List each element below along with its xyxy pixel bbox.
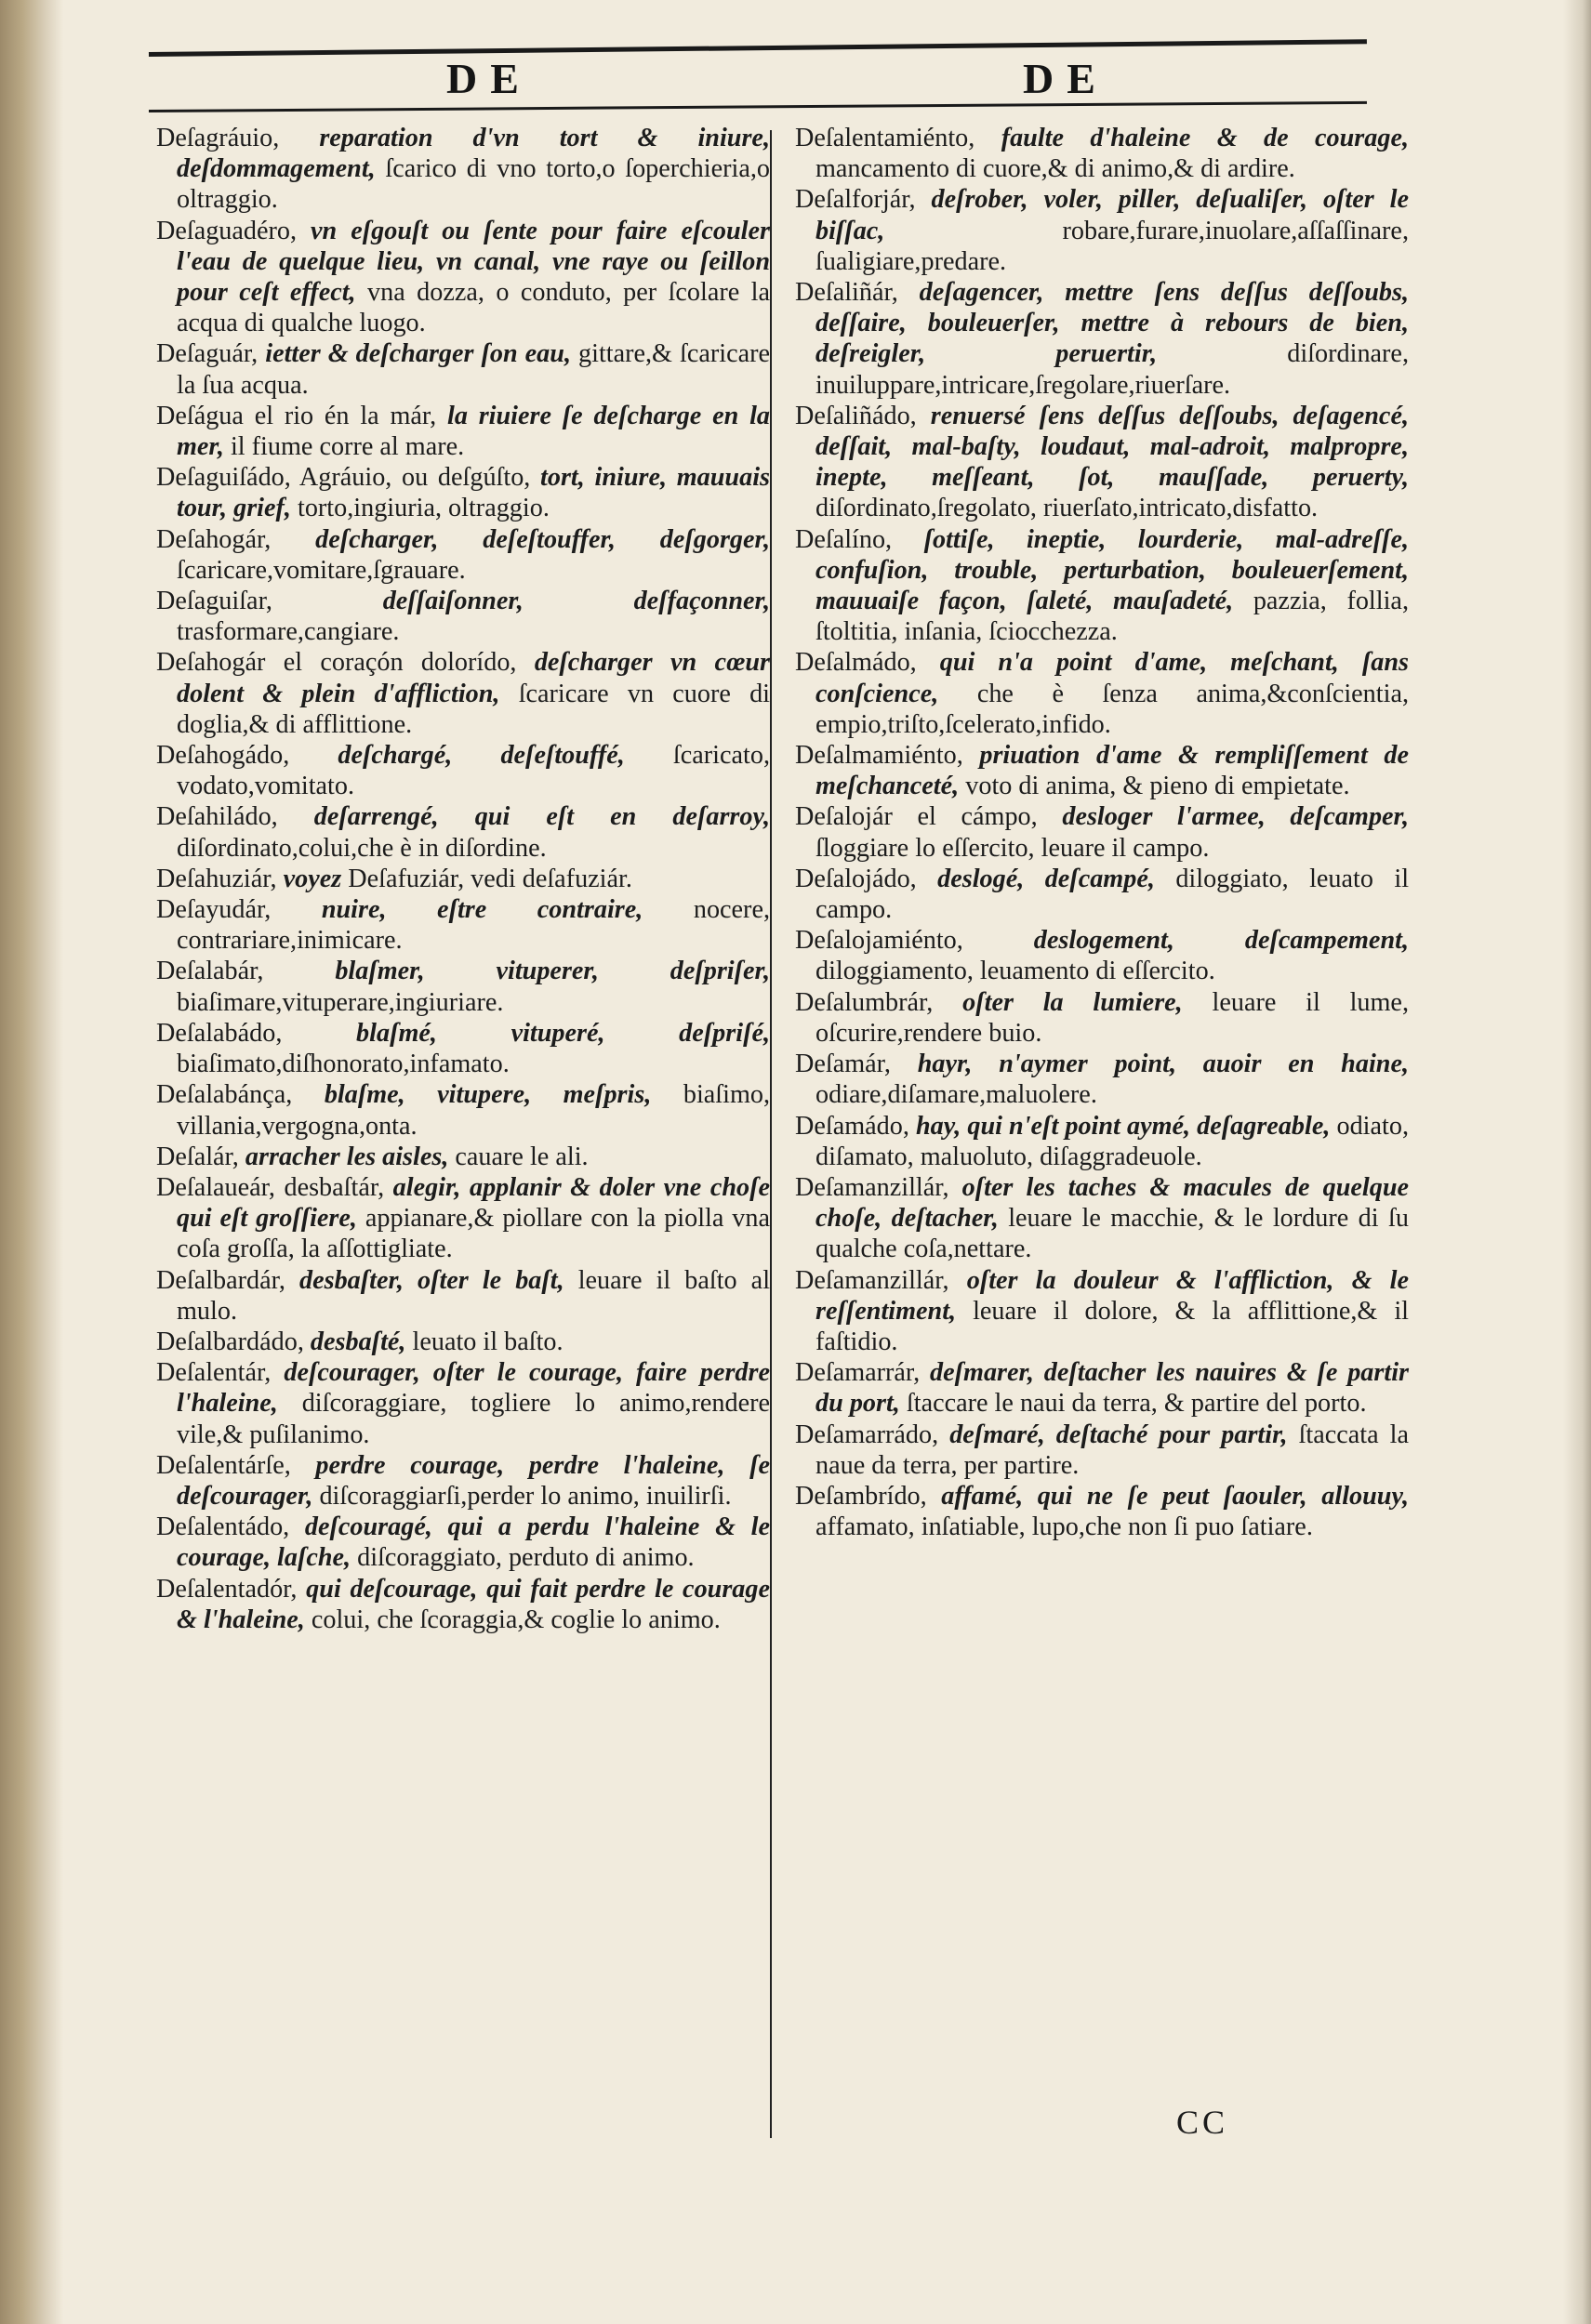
french-gloss: deſrober, voler, piller, deſualiſer, oſter le biſſac,	[815, 185, 1409, 245]
italian-gloss: cauare le ali.	[455, 1142, 589, 1171]
italian-gloss: leuare il lume, oſcurire,rendere buio.	[815, 987, 1409, 1048]
dictionary-entry	[156, 462, 770, 523]
dictionary-entry	[795, 801, 1409, 863]
italian-gloss: gittare,& ſcaricare la ſua acqua.	[177, 339, 770, 400]
right-column	[795, 123, 1409, 1542]
italian-gloss: leuare le macchie, & le lordure di ſu qualche coſa,nettare.	[815, 1204, 1409, 1264]
french-gloss: oſter la lumiere,	[962, 987, 1183, 1017]
headword: Deſalentárſe,	[156, 1450, 291, 1480]
dictionary-entry	[156, 401, 770, 462]
italian-gloss: il fiume corre al mare.	[230, 432, 465, 462]
dictionary-entry	[795, 1357, 1409, 1419]
headword: Deſaliñár,	[795, 278, 898, 308]
catchword: CC	[1176, 2104, 1229, 2141]
dictionary-entry	[156, 1079, 770, 1141]
french-gloss: ietter & deſcharger ſon eau,	[265, 339, 571, 369]
headword: Deſalíno,	[795, 524, 893, 554]
french-gloss: arracher les aisles,	[245, 1142, 449, 1171]
headword: Deſaguár,	[156, 339, 259, 369]
headword: Deſalentár,	[156, 1358, 272, 1388]
dictionary-entry	[795, 647, 1409, 740]
dictionary-entry	[156, 586, 770, 647]
dictionary-entry	[156, 1327, 770, 1357]
french-gloss: hayr, n'aymer point, auoir en haine,	[917, 1050, 1410, 1079]
french-gloss: oſter la douleur & l'affliction, & le reſſentiment,	[815, 1265, 1410, 1326]
headword: Deſamarrádo,	[795, 1419, 939, 1449]
french-gloss: desbaſté,	[310, 1327, 406, 1356]
headword: Deſalentamiénto,	[795, 124, 975, 152]
french-gloss: alegir, applanir & doler vne choſe qui eſt groſſiere,	[177, 1172, 770, 1234]
dictionary-entry	[795, 1049, 1409, 1110]
french-gloss: affamé, qui ne ſe peut ſaouler, allouuy,	[941, 1481, 1409, 1511]
dictionary-entry	[795, 1265, 1409, 1358]
dictionary-entry	[795, 524, 1409, 648]
italian-gloss: leuato il baſto.	[412, 1327, 563, 1356]
french-gloss: deſmaré, deſtaché pour partir,	[949, 1419, 1288, 1449]
headword: Deſalmamiénto,	[795, 741, 963, 771]
headword: Deſambrído,	[795, 1481, 927, 1511]
italian-gloss: ſcaricare,vomitare,ſgrauare.	[177, 555, 466, 585]
italian-gloss: biaſimare,vituperare,ingiuriare.	[177, 987, 504, 1017]
dictionary-entry	[156, 123, 770, 216]
french-gloss: perdre courage, perdre l'haleine, ſe deſcourager,	[177, 1450, 770, 1511]
headword: Deſamár,	[795, 1050, 891, 1079]
dictionary-entry	[156, 1265, 770, 1327]
headword: Deſalojádo,	[795, 864, 917, 893]
italian-gloss: ſcaricato, vodato,vomitato.	[177, 741, 770, 801]
dictionary-entry	[156, 1450, 770, 1512]
italian-gloss: Deſafuziár, vedi deſafuziár.	[348, 864, 632, 893]
italian-gloss: trasformare,cangiare.	[177, 617, 400, 647]
french-gloss: tort, iniure, mauuais tour, grief,	[177, 463, 770, 523]
headword: Deſalbardádo,	[156, 1327, 304, 1356]
headword: Deſalabádo,	[156, 1018, 283, 1048]
french-gloss: deſmarer, deſtacher les nauires & ſe partir du port,	[815, 1358, 1409, 1419]
french-gloss: oſter les taches & macules de quelque choſe, deſtacher,	[815, 1172, 1410, 1234]
dictionary-entry	[156, 1142, 770, 1172]
headword: Deſahuziár,	[156, 864, 277, 893]
headword: Deſahogádo,	[156, 741, 290, 771]
french-gloss: priuation d'ame & rempliſſement de meſchanceté,	[815, 741, 1409, 801]
headword: Deſalabánça,	[156, 1080, 293, 1110]
french-gloss: la riuiere ſe deſcharge en la mer,	[177, 401, 771, 462]
headword: Deſalforjár,	[795, 185, 916, 215]
running-head-left: DE	[446, 55, 532, 102]
italian-gloss: ſcarico di vno torto,o ſoperchieria,o oltraggio.	[177, 154, 770, 215]
french-gloss: deſarrengé, qui eſt en deſarroy,	[313, 802, 771, 832]
french-gloss: deslogé, deſcampé,	[937, 864, 1155, 893]
italian-gloss: diloggiamento, leuamento di eſſercito.	[815, 957, 1215, 986]
french-gloss: deſſaiſonner, deſfaçonner,	[382, 587, 770, 616]
headword: Deſalmádo,	[795, 648, 917, 678]
italian-gloss: torto,ingiuria, oltraggio.	[298, 494, 550, 523]
italian-gloss: vna dozza, o conduto, per ſcolare la acqua di qualche luogo.	[177, 278, 771, 338]
italian-gloss: ſtaccare le naui da terra, & partire del porto.	[906, 1389, 1367, 1419]
dictionary-entry	[795, 987, 1409, 1049]
italian-gloss: affamato, inſatiable, lupo,che non ſi puo ſatiare.	[815, 1512, 1313, 1542]
italian-gloss: diſordinare, inuiluppare,intricare,ſregolare,riuerſare.	[815, 339, 1409, 400]
dictionary-entry	[156, 1574, 770, 1635]
french-gloss: blaſme, vitupere, meſpris,	[324, 1080, 652, 1110]
dictionary-entry	[156, 524, 770, 586]
dictionary-entry	[156, 956, 770, 1017]
french-gloss: voyez	[283, 864, 342, 893]
french-gloss: ſottiſe, ineptie, lourderie, mal-adreſſe, confuſion, trouble, perturbation, bouleuerſement, mauuaiſe façon, ſaleté, mauſadeté,	[815, 524, 1409, 616]
headword: Deſamanzillár,	[795, 1265, 949, 1295]
italian-gloss: ſcaricare vn cuore di doglia,& di afflittione.	[177, 679, 771, 739]
dictionary-entry	[156, 1018, 770, 1079]
headword: Deſalojár el cámpo,	[795, 802, 1038, 832]
headword: Deſamanzillár,	[795, 1172, 949, 1202]
french-gloss: faulte d'haleine & de courage,	[1001, 124, 1410, 152]
italian-gloss: odiato, diſamato, maluoluto, diſaggradeuole.	[815, 1111, 1409, 1171]
french-gloss: reparation d'vn tort & iniure, deſdommagement,	[177, 124, 770, 184]
dictionary-entry	[156, 740, 770, 801]
headword: Deſayudár,	[156, 895, 272, 925]
left-column	[156, 123, 770, 1635]
french-gloss: deſchargé, deſeſtouffé,	[338, 741, 625, 771]
dictionary-entry	[795, 1111, 1409, 1172]
header-top-rule	[149, 39, 1367, 57]
italian-gloss: voto di anima, & pieno di empietate.	[965, 772, 1350, 801]
dictionary-entry	[795, 740, 1409, 801]
dictionary-entry	[795, 401, 1409, 524]
french-gloss: qui deſcourage, qui fait perdre le courage & l'haleine,	[177, 1574, 771, 1634]
dictionary-entry	[156, 216, 770, 339]
headword: Deſaguiſar,	[156, 587, 272, 616]
french-gloss: deslogement, deſcampement,	[1033, 926, 1409, 956]
page-binding-shadow	[0, 0, 63, 2324]
headword: Deſaguiſádo, Agráuio, ou deſgúſto,	[156, 463, 531, 493]
headword: Deſamarrár,	[795, 1358, 921, 1388]
french-gloss: deſcharger, deſeſtouffer, deſgorger,	[315, 524, 770, 554]
french-gloss: desbaſter, oſter le baſt,	[299, 1265, 564, 1295]
italian-gloss: odiare,diſamare,maluolere.	[815, 1080, 1097, 1110]
french-gloss: qui n'a point d'ame, meſchant, ſans conſcience,	[815, 648, 1409, 708]
dictionary-entry	[795, 184, 1409, 277]
french-gloss: desloger l'armee, deſcamper,	[1062, 802, 1410, 832]
dictionary-entry	[156, 894, 770, 956]
dictionary-entry	[795, 1481, 1409, 1542]
dictionary-entry	[156, 338, 770, 400]
french-gloss: hay, qui n'eſt point aymé, deſagreable,	[915, 1111, 1331, 1141]
italian-gloss: diſcoraggiarſi,perder lo animo, inuilirſi.	[319, 1481, 732, 1511]
headword: Deſamádo,	[795, 1111, 909, 1141]
dictionary-entry	[795, 277, 1409, 401]
french-gloss: deſcourager, oſter le courage, faire perdre l'haleine,	[177, 1358, 770, 1419]
dictionary-entry	[156, 1357, 770, 1450]
italian-gloss: leuare il dolore, & la afflittione,& il faſtidio.	[815, 1296, 1409, 1356]
italian-gloss: biaſimo, villania,vergogna,onta.	[177, 1080, 771, 1141]
headword: Deſaliñádo,	[795, 401, 917, 430]
headword: Deſahiládo,	[156, 802, 278, 832]
headword: Deſalentádo,	[156, 1512, 290, 1542]
italian-gloss: diſcoraggiare, togliere lo animo,rendere vile,& puſilanimo.	[177, 1389, 771, 1449]
italian-gloss: biaſimato,diſhonorato,infamato.	[177, 1050, 510, 1079]
dictionary-entry	[795, 1419, 1409, 1481]
french-gloss: renuersé ſens deſſus deſſoubs, deſagencé, deſſait, mal-baſty, loudaut, mal-adroit, malpropre, inepte, meſſeant, ſot, mauſſade, peruerty,	[815, 401, 1409, 493]
header-under-rule	[149, 101, 1367, 112]
italian-gloss: robare,furare,inuolare,aſſaſſinare, ſualigiare,predare.	[815, 216, 1409, 276]
french-gloss: deſcharger vn cœur dolent & plein d'affliction,	[177, 648, 770, 708]
italian-gloss: nocere, contrariare,inimicare.	[177, 895, 770, 956]
dictionary-entry	[156, 864, 770, 894]
headword: Deſalojamiénto,	[795, 926, 963, 956]
italian-gloss: mancamento di cuore,& di animo,& di ardire.	[815, 154, 1295, 184]
italian-gloss: che è ſenza anima,&conſcientia, empio,triſto,ſcelerato,infido.	[815, 679, 1409, 739]
italian-gloss: ſloggiare lo eſſercito, leuare il campo.	[815, 833, 1210, 863]
french-gloss: blaſmer, vituperer, deſpriſer,	[335, 957, 770, 986]
italian-gloss: diſcoraggiato, perduto di animo.	[357, 1543, 695, 1573]
italian-gloss: pazzia, follia, ſtoltitia, inſania, ſciocchezza.	[815, 587, 1409, 647]
french-gloss: deſcouragé, qui a perdu l'haleine & le courage, laſche,	[177, 1512, 770, 1573]
french-gloss: vn eſgouſt ou ſente pour faire eſcouler l'eau de quelque lieu, vn canal, vne raye ou ſeillon pour ceſt effect,	[177, 216, 770, 308]
dictionary-entry	[795, 925, 1409, 986]
dictionary-entry	[156, 647, 770, 740]
headword: Deſalár,	[156, 1142, 239, 1171]
column-divider	[770, 130, 772, 2138]
headword: Deſágua el rio én la már,	[156, 401, 437, 430]
italian-gloss: ſtaccata la naue da terra, per partire.	[815, 1419, 1409, 1480]
french-gloss: deſagencer, mettre ſens deſſus deſſoubs, deſſaire, bouleuerſer, mettre à rebours de bien, deſreigler, peruertir,	[815, 278, 1409, 369]
italian-gloss: colui, che ſcoraggia,& coglie lo animo.	[311, 1604, 721, 1634]
dictionary-entry	[795, 864, 1409, 925]
italian-gloss: leuare il baſto al mulo.	[177, 1265, 771, 1326]
headword: Deſalaueár, desbaſtár,	[156, 1172, 385, 1202]
dictionary-entry	[795, 1172, 1409, 1265]
dictionary-entry	[156, 801, 770, 863]
italian-gloss: appianare,& piollare con la piolla vna coſa groſſa, la aſſottigliate.	[177, 1204, 770, 1264]
french-gloss: nuire, eſtre contraire,	[321, 895, 643, 925]
french-gloss: blaſmé, vituperé, deſpriſé,	[356, 1018, 771, 1048]
headword: Deſalbardár,	[156, 1265, 285, 1295]
italian-gloss: diſordinato,ſregolato, riuerſato,intricato,disfatto.	[815, 494, 1319, 523]
dictionary-entry	[795, 123, 1409, 184]
running-head-right: DE	[1023, 55, 1108, 102]
italian-gloss: diſordinato,colui,che è in diſordine.	[177, 833, 547, 863]
dictionary-entry	[156, 1172, 770, 1265]
headword: Deſalabár,	[156, 957, 264, 986]
page-edge-shadow	[1563, 0, 1591, 2324]
headword: Deſahogár el coraçón dolorído,	[156, 648, 517, 678]
headword: Deſaguadéro,	[156, 216, 298, 245]
headword: Deſahogár,	[156, 524, 272, 554]
headword: Deſalentadór,	[156, 1574, 298, 1604]
dictionary-entry	[156, 1512, 770, 1573]
italian-gloss: diloggiato, leuato il campo.	[815, 864, 1410, 925]
headword: Deſalumbrár,	[795, 987, 934, 1017]
headword: Deſagráuio,	[156, 124, 280, 152]
